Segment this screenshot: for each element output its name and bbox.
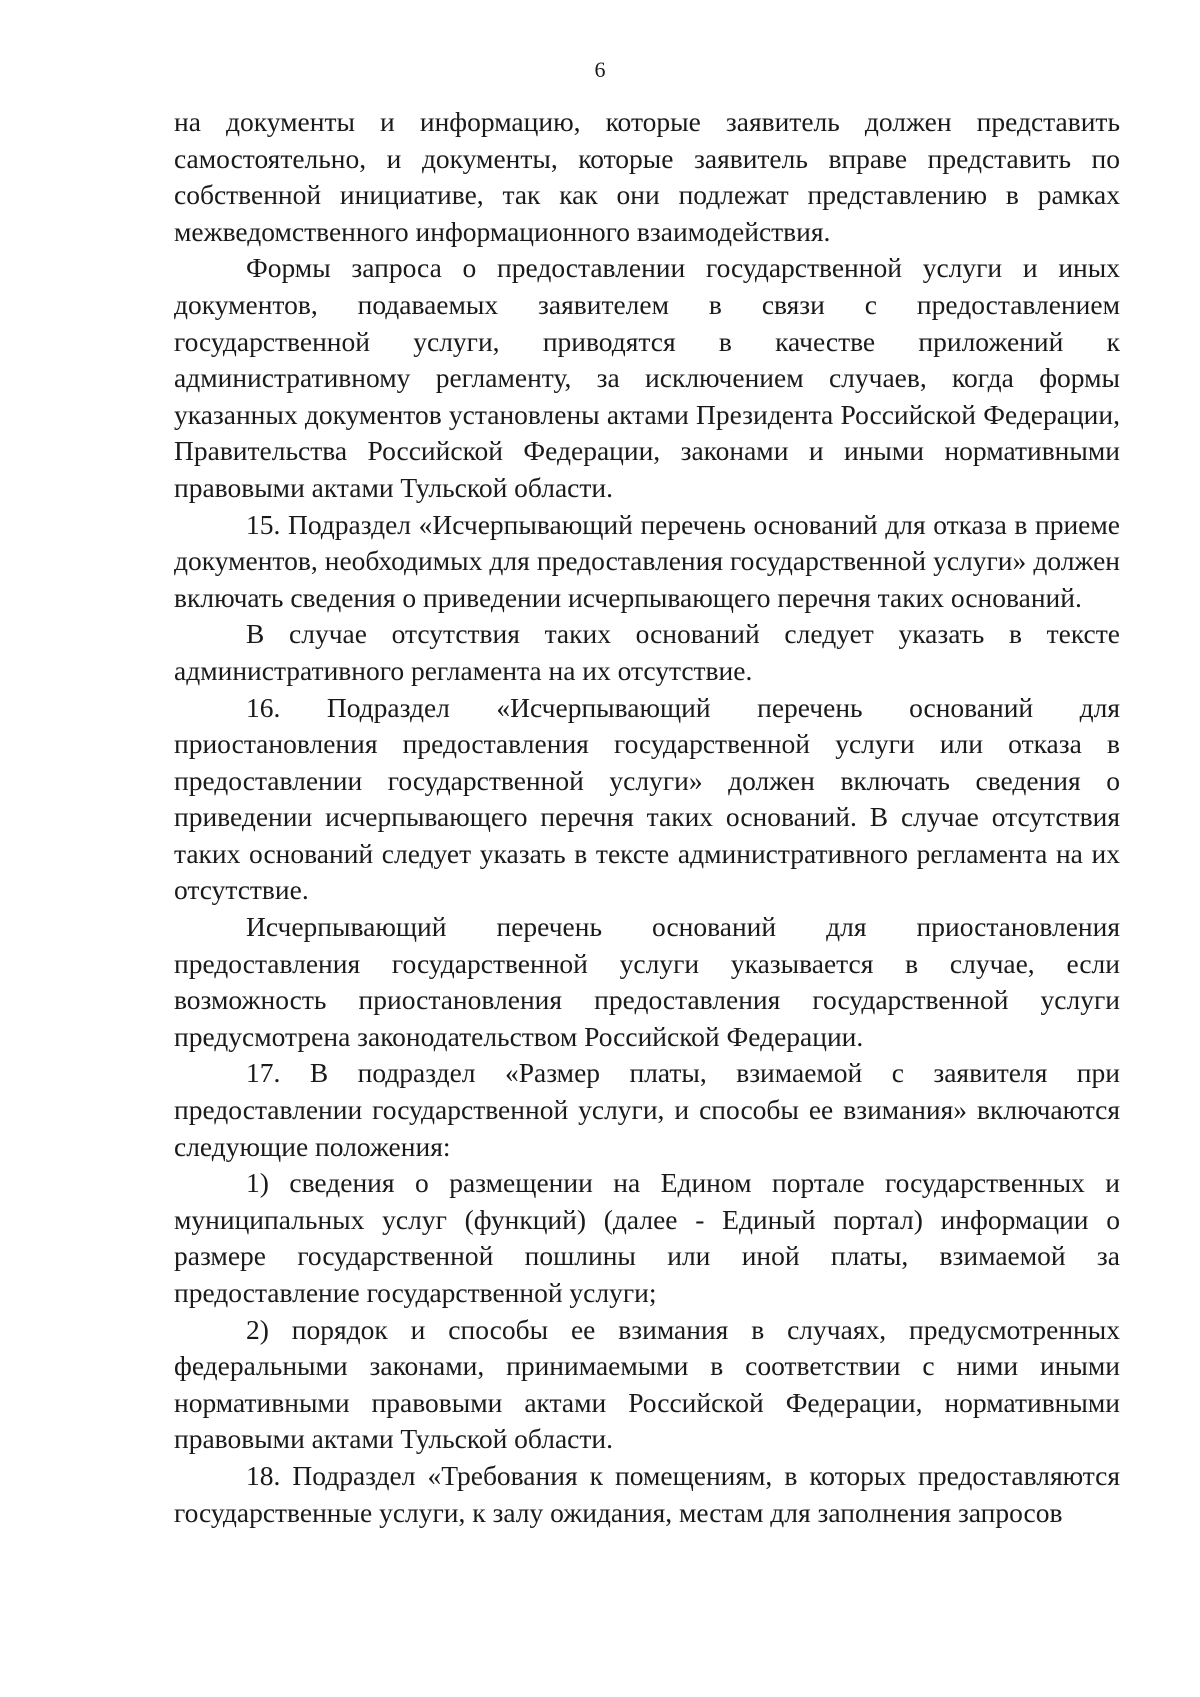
document-body [174,104,1120,1531]
paragraph-item-17-point-2: 2) порядок и способы ее взимания в случаях, предусмотренных федеральными законами, принимаемыми в соответствии с ними иными нормативными правовыми актами Российской Федерации, нормативными правовыми актами Тульской области. [174,1313,1120,1455]
paragraph-item-18: 18. Подраздел «Требования к помещениям, в которых предоставляются государственные услуги, к залу ожидания, местам для заполнения запросов [174,1459,1120,1528]
paragraph-item-16-suspension: Исчерпывающий перечень оснований для приостановления предоставления государственной услуги указывается в случае, если возможность приостановления предоставления государственной услуги предусмотрена законодательством Российской Федерации. [174,911,1120,1052]
paragraph-item-15-absence: В случае отсутствия таких оснований следует указать в тексте административного регламента на их отсутствие. [174,618,1120,686]
paragraph-item-16: 16. Подраздел «Исчерпывающий перечень оснований для приостановления предоставления государственной услуги или отказа в предоставлении государственной услуги» должен включать сведения о приведении исчерпывающего перечня таких оснований. В случае отсутствия таких оснований следует указать в тексте административного регламента на их отсутствие. [174,691,1120,906]
paragraph-item-17: 17. В подраздел «Размер платы, взимаемой с заявителя при предоставлении государственной услуги, и способы ее взимания» включаются следующие положения: [174,1057,1120,1162]
paragraph-continuation: на документы и информацию, которые заявитель должен представить самостоятельно, и документы, которые заявитель вправе представить по собственной инициативе, так как они подлежат представлению в рамках межведомственного информационного взаимодействия. [174,106,1120,247]
paragraph-request-forms: Формы запроса о предоставлении государственной услуги и иных документов, подаваемых заявителем в связи с предоставлением государственной услуги, приводятся в качестве приложений к административному регламенту, за исключением случаев, когда формы указанных документов установлены актами Президента Российской Федерации, Правительства Российской Федерации, законами и иными нормативными правовыми актами Тульской области. [174,252,1120,503]
page-number: 6 [594,57,606,82]
paragraph-item-17-point-1: 1) сведения о размещении на Едином портале государственных и муниципальных услуг (функций) (далее - Единый портал) информации о размере государственной пошлины или иной платы, взимаемой за предоставление государственной услуги; [174,1167,1120,1308]
paragraph-item-15: 15. Подраздел «Исчерпывающий перечень оснований для отказа в приеме документов, необходимых для предоставления государственной услуги» должен включать сведения о приведении исчерпывающего перечня таких оснований. [174,508,1120,613]
